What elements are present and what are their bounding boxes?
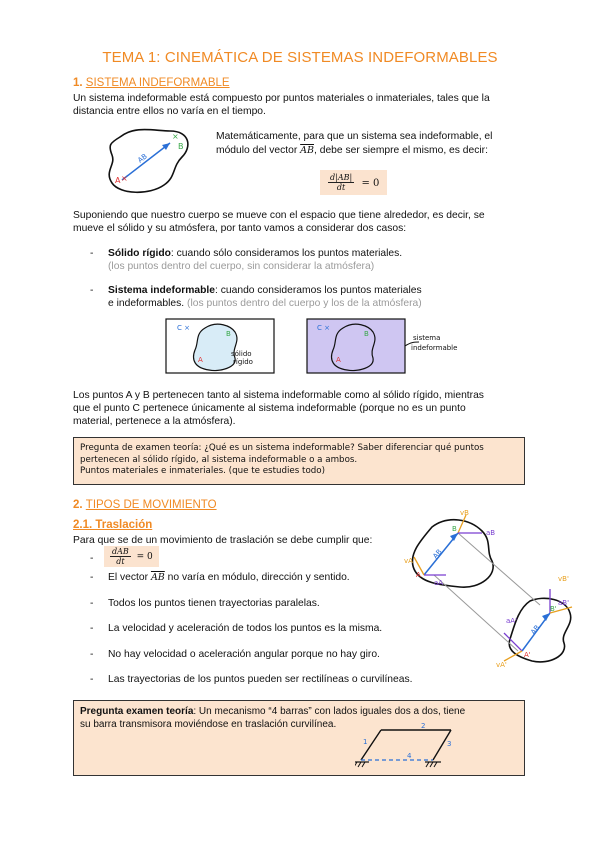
- exam-box-2-line-1: [80, 706, 518, 719]
- intro-line-1: Un sistema indeformable está compuesto por puntos materiales o inmateriales, tales que la: [73, 93, 490, 104]
- fig-label-aa2: aA': [506, 617, 518, 625]
- intro-line-2: distancia entre ellos no varía en el tiempo.: [73, 106, 266, 117]
- exam-question-box-1: [73, 437, 525, 485]
- bullet-dash: -: [90, 674, 94, 685]
- fig2-left-c: C ×: [177, 324, 190, 332]
- trans-eq-denominator: dt: [116, 557, 125, 566]
- solid-vs-system-figure: [165, 318, 465, 376]
- fig-label-abvec2: AB: [529, 623, 542, 637]
- section-2-title: TIPOS DE MOVIMIENTO: [85, 499, 217, 511]
- bullet-no-angular: No hay velocidad o aceleración angular porque no hay giro.: [108, 649, 380, 660]
- indeformable-equation: [320, 170, 387, 195]
- fig-label-a: A: [416, 571, 421, 579]
- fig-label-va2: vA': [496, 661, 507, 669]
- mech-label-left: 1: [363, 738, 368, 746]
- bullet-sistema-indeformable-text: : cuando consideramos los puntos materiales: [215, 285, 422, 296]
- bullet-dash: -: [90, 285, 94, 296]
- eq-numerator: d|AB|: [330, 173, 353, 182]
- fig1-point-a: A: [115, 176, 121, 185]
- exam-box-2-line-2: su barra transmisora moviéndose en traslación curvilínea.: [80, 718, 337, 730]
- exam-box-1-line-2: pertenecen al sólido rígido, al sistema indeformable o a ambos.: [80, 454, 358, 465]
- bullet-dash: -: [90, 649, 94, 660]
- suppose-line-1: Suponiendo que nuestro cuerpo se mueve con el espacio que tiene alrededor, es decir, se: [73, 210, 485, 221]
- subsection-traslacion: 2.1. Traslación: [73, 519, 153, 531]
- four-bar-mechanism: [355, 722, 475, 772]
- trans-eq-rhs: = 0: [136, 552, 153, 563]
- mech-label-bottom: 4: [407, 752, 412, 760]
- bullet-parallel-trajectories: Todos los puntos tienen trayectorias paralelas.: [108, 598, 320, 609]
- fig-label-abvec: AB: [431, 547, 444, 561]
- rigid-body-figure: [100, 125, 195, 197]
- bullet-dash: -: [90, 623, 94, 634]
- fig2-left-caption-2: rígido: [233, 358, 253, 366]
- mech-label-right: 3: [447, 740, 452, 748]
- exam-box-2-line-1-text: : Un mecanismo “4 barras” con lados iguales dos a dos, tiene: [193, 706, 466, 717]
- fig1-vector-ab: AB: [136, 152, 149, 165]
- fig-label-vb: vB: [460, 509, 469, 517]
- section-2-number: 2.: [73, 499, 83, 511]
- section-1-heading: [73, 77, 230, 91]
- bullet-dash: -: [90, 248, 94, 259]
- eq-rhs: = 0: [361, 177, 380, 189]
- bullet-solido-rigido-term: Sólido rígido: [108, 248, 171, 259]
- traslacion-intro: Para que se de un movimiento de traslación se debe cumplir que:: [73, 535, 373, 546]
- suppose-line-2: mueve el sólido y su atmósfera, por tanto vamos a considerar dos casos:: [73, 223, 407, 234]
- fig2-right-a: A: [336, 356, 341, 364]
- eq-denominator: dt: [336, 183, 346, 192]
- fig2-left-caption-1: sólido: [231, 350, 252, 358]
- math-line-2-b: , debe ser siempre el mismo, es decir:: [314, 145, 488, 156]
- math-vector-ab: $\overline{AB}$: [300, 145, 314, 156]
- fig2-left-a: A: [198, 356, 203, 364]
- fig2-right-caption-2: indeformable: [411, 344, 458, 352]
- fig-label-b2: B': [550, 605, 557, 613]
- section-1-number: 1.: [73, 77, 83, 89]
- section-1-title: SISTEMA INDEFORMABLE: [85, 77, 230, 89]
- math-line-1: Matemáticamente, para que un sistema sea indeformable, el: [216, 131, 493, 142]
- bullet-solido-rigido-note: (los puntos dentro del cuerpo, sin considerar la atmósfera): [108, 261, 375, 272]
- fig2-right-caption-1: sistema: [413, 334, 441, 342]
- exam-box-2-bold: Pregunta examen teoría: [80, 706, 194, 717]
- fig1-point-b: B: [178, 142, 184, 151]
- math-line-2-a: módulo del vector: [216, 145, 298, 156]
- bullet-dash: -: [90, 572, 94, 583]
- fig2-left-b: B: [226, 330, 231, 338]
- fig-label-a2: A': [524, 651, 531, 659]
- svg-text:×: ×: [121, 174, 128, 183]
- bullet-sistema-indeformable: [108, 284, 422, 298]
- points-line-1: Los puntos A y B pertenecen tanto al sistema indeformable como al sólido rígido, mientras: [73, 390, 484, 401]
- bullet-solido-rigido-text: : cuando sólo consideramos los puntos materiales.: [170, 248, 403, 259]
- fig2-right-c: C ×: [317, 324, 330, 332]
- translation-equation: [104, 546, 159, 567]
- bullet-same-velocity: La velocidad y aceleración de todos los puntos es la misma.: [108, 623, 383, 634]
- fig-label-aa: aA: [434, 579, 444, 587]
- page-title: TEMA 1: CINEMÁTICA DE SISTEMAS INDEFORMABLES: [102, 49, 498, 66]
- bullet-vector-text-b: no varía en módulo, dirección y sentido.: [167, 572, 350, 583]
- bullet-sistema-indeformable-term: Sistema indeformable: [108, 285, 216, 296]
- fig-label-vb2: vB': [558, 575, 569, 583]
- bullet-vector-text-a: El vector: [108, 572, 149, 583]
- bullet-vector-constant: [108, 571, 350, 585]
- bullet-dash: -: [90, 553, 94, 564]
- points-line-3: material, pertenece a la atmósfera).: [73, 416, 236, 427]
- bullet-dash: -: [90, 598, 94, 609]
- svg-text:×: ×: [172, 132, 179, 141]
- bullet-sistema-text2: e indeformables.: [108, 298, 185, 309]
- bullet-sistema-note: (los puntos dentro del cuerpo y los de la atmósfera): [187, 298, 422, 309]
- exam-box-1-line-3: Puntos materiales e inmateriales. (que te estudies todo): [80, 466, 325, 476]
- points-line-2: que el punto C pertenece únicamente al sistema indeformable (porque no es un punto: [73, 403, 466, 414]
- section-2-heading: [73, 499, 217, 513]
- mech-label-top: 2: [421, 722, 426, 730]
- fig-label-ab2: aB': [558, 599, 570, 607]
- bullet-trajectory-types: Las trayectorias de los puntos pueden ser rectilíneas o curvilíneas.: [108, 674, 413, 685]
- fig-label-ab-accel: aB: [486, 529, 496, 537]
- fig2-right-b: B: [364, 330, 369, 338]
- exam-box-1-line-1: Pregunta de examen teoría: ¿Qué es un sistema indeformable? Saber diferenciar qué puntos: [80, 443, 484, 453]
- bullet-solido-rigido: [108, 247, 402, 261]
- trans-eq-numerator: dAB: [112, 547, 129, 556]
- fig-label-va: vA: [404, 557, 413, 565]
- math-line-2: [216, 144, 488, 158]
- bullet-sistema-indeformable-line-2: [108, 297, 422, 311]
- translation-figure: [400, 505, 580, 675]
- bullet-vector-ab: $\overline{AB}$: [150, 572, 165, 583]
- fig-label-b: B: [452, 525, 457, 533]
